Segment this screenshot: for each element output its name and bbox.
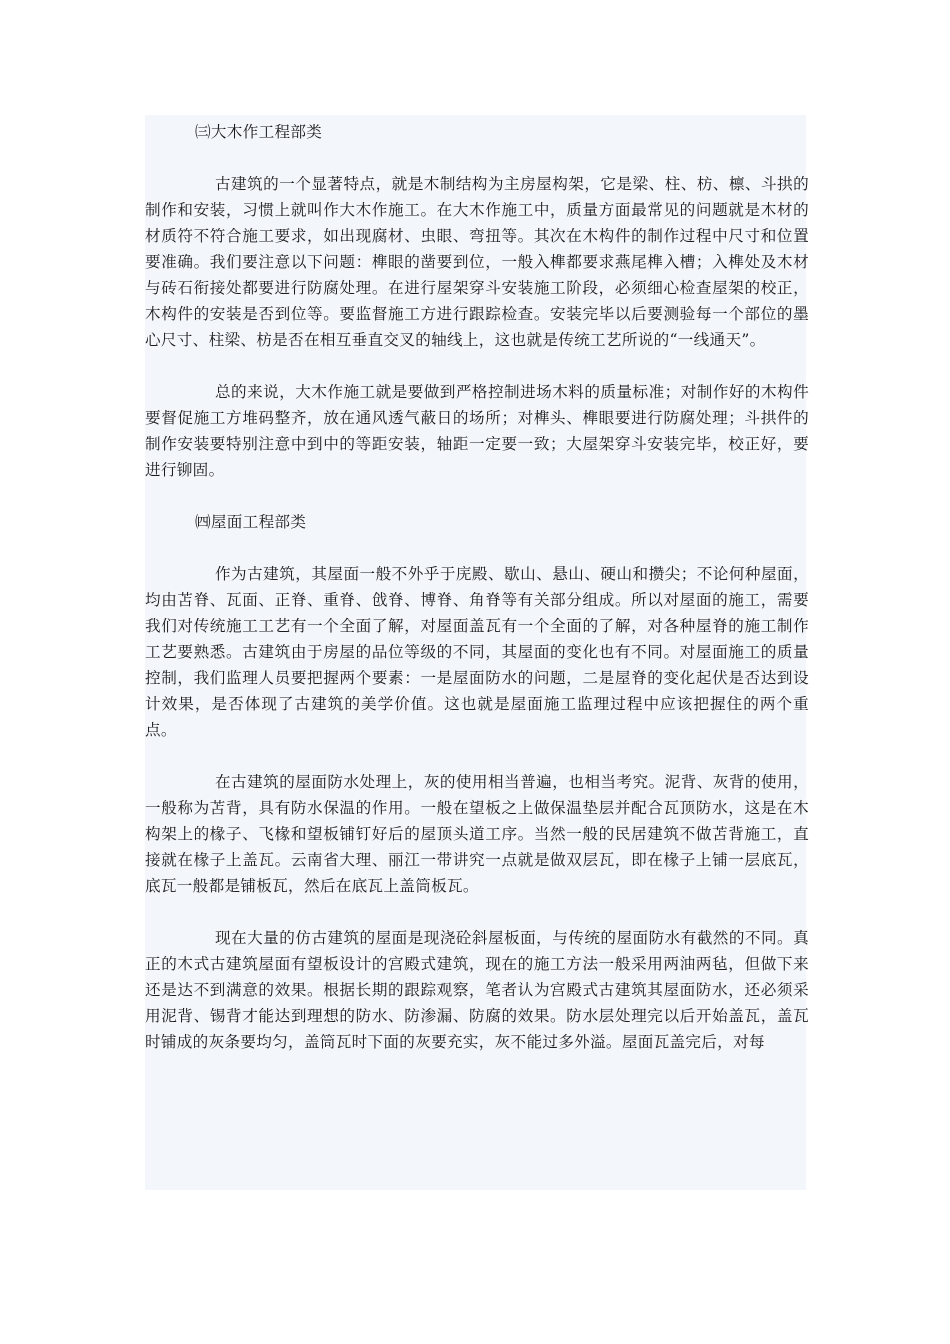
spacer — [145, 145, 809, 171]
spacer — [145, 483, 809, 509]
document-body — [145, 119, 809, 1055]
spacer — [145, 899, 809, 925]
spacer — [145, 353, 809, 379]
paragraph: 总的来说，大木作施工就是要做到严格控制进场木料的质量标准；对制作好的木构件要督促施工方堆码整齐，放在通风透气蔽日的场所；对榫头、榫眼要进行防腐处理；斗拱件的制作安装要特别注意中到中的等距安装，轴距一定要一致；大屋架穿斗安装完毕，校正好，要进行铆固。 — [145, 383, 809, 479]
spacer — [145, 743, 809, 769]
paragraph: 作为古建筑，其屋面一般不外乎于庑殿、歇山、悬山、硬山和攒尖；不论何种屋面，均由苫脊、瓦面、正脊、重脊、戗脊、博脊、角脊等有关部分组成。所以对屋面的施工，需要我们对传统施工工艺有一个全面了解，对屋面盖瓦有一个全面的了解，对各种屋脊的施工制作工艺要熟悉。古建筑由于房屋的品位等级的不同，其屋面的变化也有不同。对屋面施工的质量控制，我们监理人员要把握两个要素：一是屋面防水的问题，二是屋脊的变化起伏是否达到设计效果，是否体现了古建筑的美学价值。这也就是屋面施工监理过程中应该把握住的两个重点。 — [145, 565, 809, 739]
section-heading-4: ㈣屋面工程部类 — [195, 513, 307, 531]
section-heading-3: ㈢大木作工程部类 — [195, 123, 323, 141]
paragraph: 现在大量的仿古建筑的屋面是现浇砼斜屋板面，与传统的屋面防水有截然的不同。真正的木式古建筑屋面有望板设计的宫殿式建筑，现在的施工方法一般采用两油两毡，但做下来还是达不到满意的效果。根据长期的跟踪观察，笔者认为宫殿式古建筑其屋面防水，还必须采用泥背、锡背才能达到理想的防水、防渗漏、防腐的效果。防水层处理完以后开始盖瓦，盖瓦时铺成的灰条要均匀，盖筒瓦时下面的灰要充实，灰不能过多外溢。屋面瓦盖完后，对每 — [145, 929, 809, 1051]
spacer — [145, 535, 809, 561]
paragraph: 在古建筑的屋面防水处理上，灰的使用相当普遍，也相当考究。泥背、灰背的使用，一般称为苫背，具有防水保温的作用。一般在望板之上做保温垫层并配合瓦顶防水，这是在木构架上的椽子、飞椽和望板铺钉好后的屋顶头道工序。当然一般的民居建筑不做苫背施工，直接就在椽子上盖瓦。云南省大理、丽江一带讲究一点就是做双层瓦，即在椽子上铺一层底瓦，底瓦一般都是铺板瓦，然后在底瓦上盖筒板瓦。 — [145, 773, 809, 895]
paragraph: 古建筑的一个显著特点，就是木制结构为主房屋构架，它是梁、柱、枋、檩、斗拱的制作和安装，习惯上就叫作大木作施工。在大木作施工中，质量方面最常见的问题就是木材的材质符不符合施工要求，如出现腐材、虫眼、弯扭等。其次在木构件的制作过程中尺寸和位置要准确。我们要注意以下问题：榫眼的凿要到位，一般入榫都要求燕尾榫入槽；入榫处及木材与砖石衔接处都要进行防腐处理。在进行屋架穿斗安装施工阶段，必须细心检查屋架的校正，木构件的安装是否到位等。要监督施工方进行跟踪检查。安装完毕以后要测验每一个部位的墨心尺寸、柱梁、枋是否在相互垂直交叉的轴线上，这也就是传统工艺所说的“一线通天”。 — [145, 175, 809, 349]
